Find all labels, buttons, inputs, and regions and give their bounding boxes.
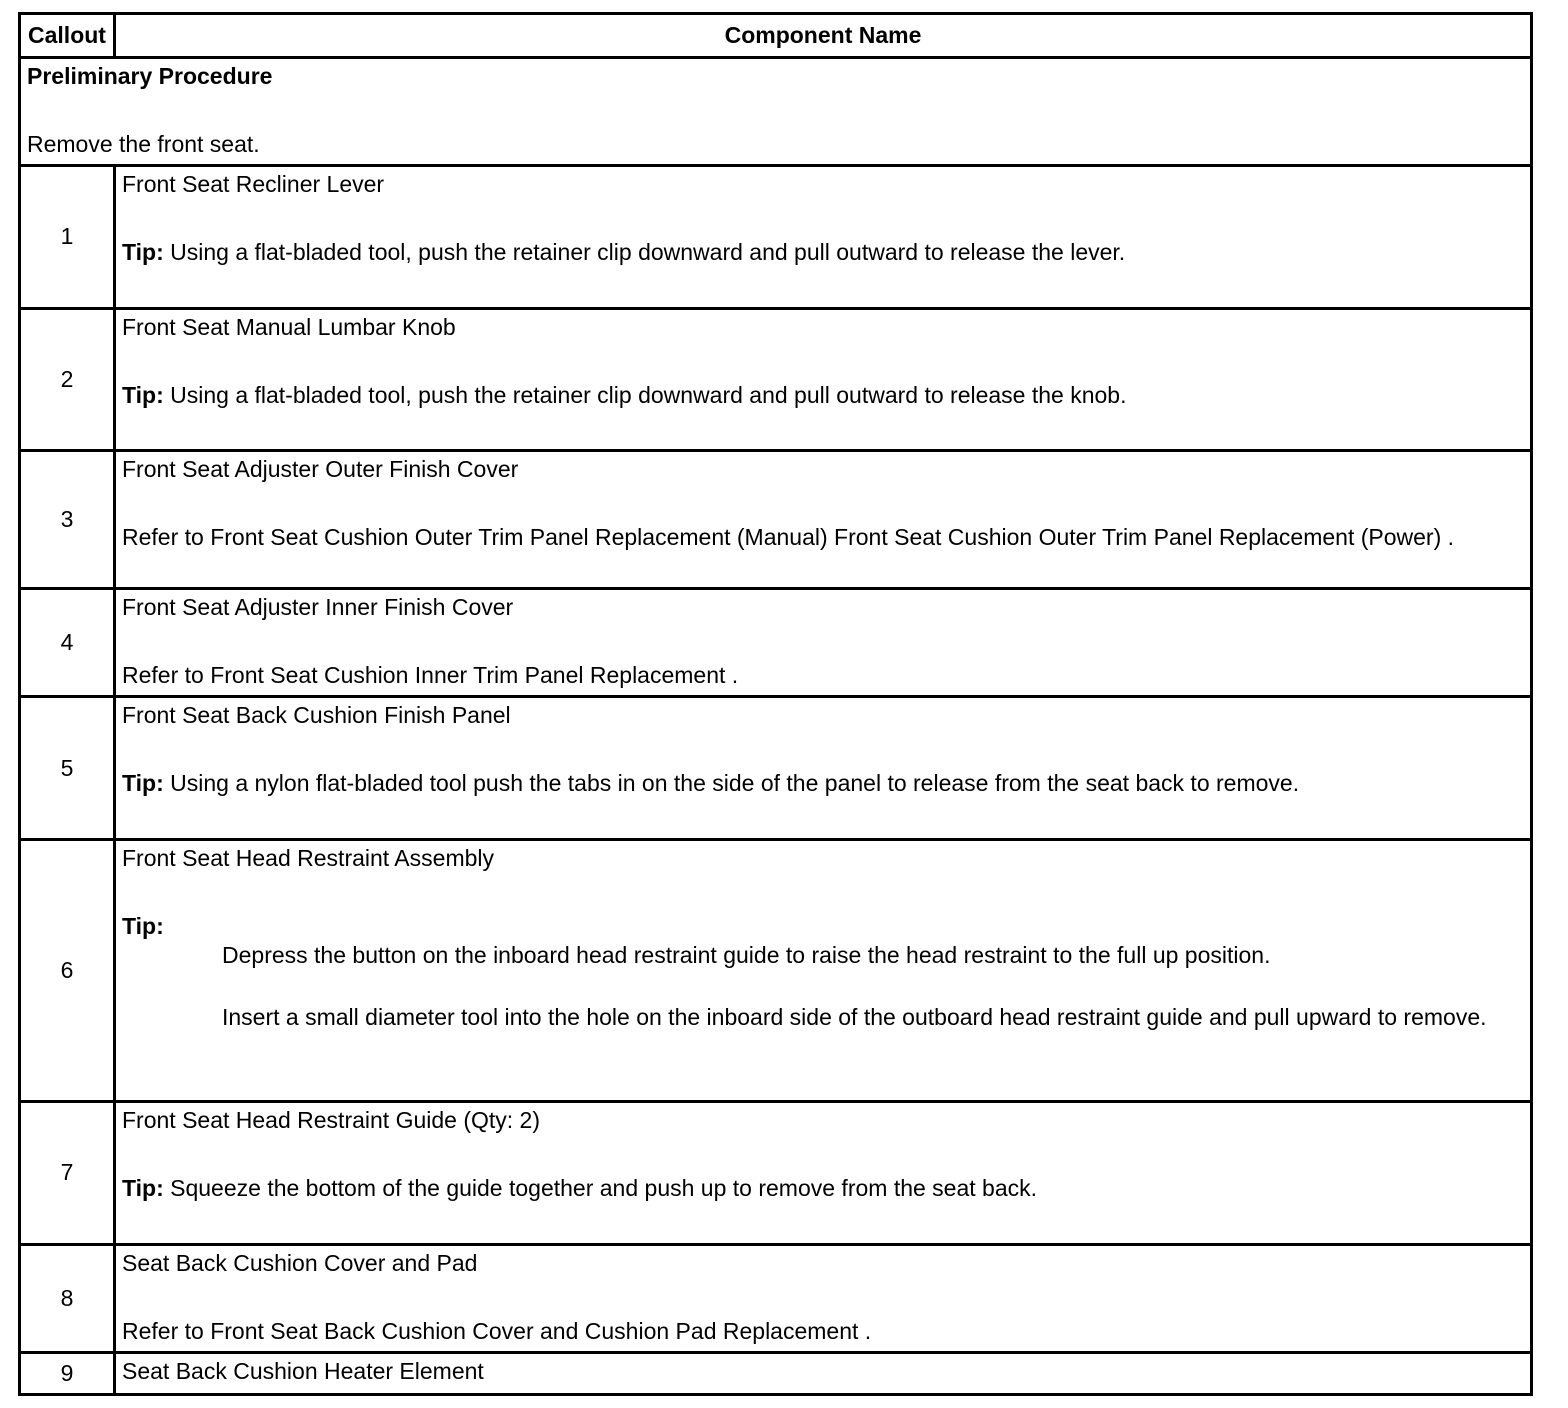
tip-label: Tip: xyxy=(122,239,164,266)
callout-number: 4 xyxy=(20,589,115,697)
component-name-header: Component Name xyxy=(115,14,1532,58)
table-row xyxy=(20,697,1532,839)
header-row xyxy=(20,14,1532,58)
component-cell xyxy=(115,1102,1532,1244)
component-name: Seat Back Cushion Cover and Pad xyxy=(122,1249,478,1276)
component-name: Front Seat Head Restraint Guide (Qty: 2) xyxy=(122,1107,541,1134)
table-row xyxy=(20,1352,1532,1394)
component-cell xyxy=(115,589,1532,697)
preliminary-title: Preliminary Procedure xyxy=(27,63,273,90)
tip-body: Using a nylon flat-bladed tool push the tabs in on the side of the panel to release from the seat back to remove. xyxy=(163,770,1300,797)
component-name: Front Seat Head Restraint Assembly xyxy=(122,844,494,871)
tip-text xyxy=(122,238,1524,267)
component-name: Front Seat Back Cushion Finish Panel xyxy=(122,702,511,729)
refer-note: Refer to Front Seat Back Cushion Cover and Cushion Pad Replacement . xyxy=(122,1317,872,1344)
callout-number: 8 xyxy=(20,1244,115,1352)
table-row xyxy=(20,1102,1532,1244)
table-row xyxy=(20,589,1532,697)
component-name: Front Seat Adjuster Inner Finish Cover xyxy=(122,594,514,621)
callout-number: 2 xyxy=(20,308,115,450)
preliminary-cell xyxy=(20,58,1532,166)
component-cell xyxy=(115,166,1532,308)
callout-number: 6 xyxy=(20,839,115,1102)
tip-body: Using a flat-bladed tool, push the retainer clip downward and pull outward to release the knob. xyxy=(163,381,1127,408)
tip-label: Tip: xyxy=(122,770,164,797)
tip-body: Squeeze the bottom of the guide together and push up to remove from the seat back. xyxy=(163,1175,1038,1202)
preliminary-row xyxy=(20,58,1532,166)
refer-note: Refer to Front Seat Cushion Outer Trim Panel Replacement (Manual) Front Seat Cushion Outer Trim Panel Replacement (Power) . xyxy=(122,523,1455,550)
refer-note: Refer to Front Seat Cushion Inner Trim Panel Replacement . xyxy=(122,662,739,689)
component-name: Seat Back Cushion Heater Element xyxy=(122,1357,484,1384)
tip-text xyxy=(122,381,1524,410)
callout-number: 9 xyxy=(20,1352,115,1394)
component-cell xyxy=(115,1244,1532,1352)
preliminary-text: Remove the front seat. xyxy=(27,131,260,158)
tip-body: Using a flat-bladed tool, push the retainer clip downward and pull outward to release the lever. xyxy=(163,239,1126,266)
tip-text xyxy=(122,1174,1524,1203)
component-cell xyxy=(115,839,1532,1102)
tip-label: Tip: xyxy=(122,381,164,408)
table-row xyxy=(20,450,1532,588)
component-cell xyxy=(115,308,1532,450)
component-name: Front Seat Recliner Lever xyxy=(122,171,385,198)
component-cell xyxy=(115,697,1532,839)
callout-number: 3 xyxy=(20,450,115,588)
tip-label: Tip: xyxy=(122,912,164,939)
callout-number: 5 xyxy=(20,697,115,839)
tip-label: Tip: xyxy=(122,1175,164,1202)
component-name: Front Seat Adjuster Outer Finish Cover xyxy=(122,455,519,482)
component-cell xyxy=(115,450,1532,588)
callout-number: 7 xyxy=(20,1102,115,1244)
table-row xyxy=(20,308,1532,450)
tip-step: Depress the button on the inboard head restraint guide to raise the head restraint to the full up position. xyxy=(222,941,1271,968)
component-cell xyxy=(115,1352,1532,1394)
table-row xyxy=(20,839,1532,1102)
tip-step: Insert a small diameter tool into the hole on the inboard side of the outboard head restraint guide and pull upward to remove. xyxy=(222,1003,1487,1030)
callout-number: 1 xyxy=(20,166,115,308)
component-table xyxy=(18,12,1533,1396)
tip-text xyxy=(122,769,1524,798)
component-name: Front Seat Manual Lumbar Knob xyxy=(122,313,456,340)
table-row xyxy=(20,1244,1532,1352)
table-row xyxy=(20,166,1532,308)
callout-header: Callout xyxy=(20,14,115,58)
